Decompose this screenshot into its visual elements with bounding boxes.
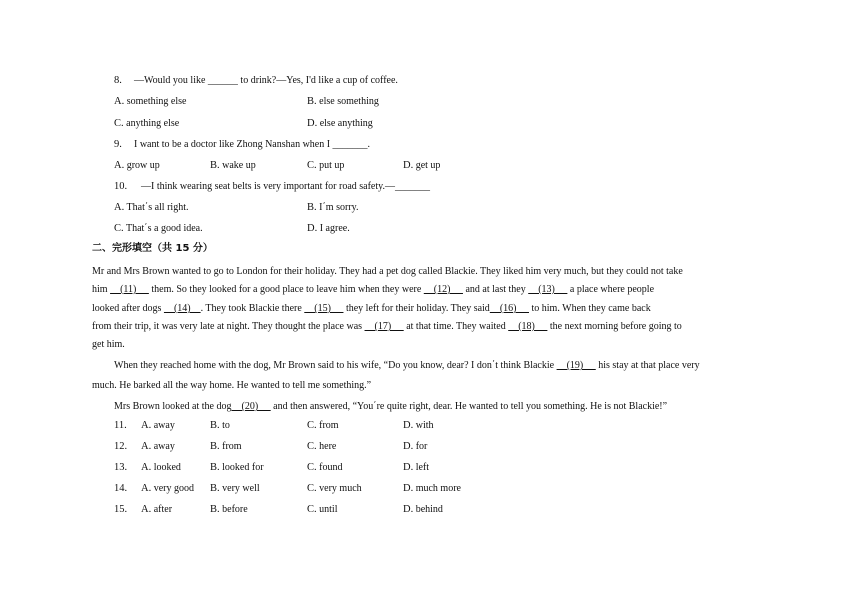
option-d: D. get up <box>403 160 441 171</box>
option-c: C. put up <box>307 160 345 171</box>
passage-line: Mr and Mrs Brown wanted to go to London for their holiday. They had a pet dog called Blackie. They liked him very much, but they could not take <box>92 266 683 277</box>
option-c: C. anything else <box>114 118 180 129</box>
option-b: B. looked for <box>210 462 264 473</box>
blank: (18) <box>508 321 548 332</box>
option-a: A. something else <box>114 96 187 107</box>
blank: (19) <box>556 360 596 371</box>
option-c: C. until <box>307 504 338 515</box>
option-b: B. from <box>210 441 242 452</box>
question-stem: —I think wearing seat belts is very important for road safety.—_______ <box>141 181 431 192</box>
passage-line: him (11) them. So they looked for a good place to leave him when they were (12) and at last they (13) a place where people <box>92 284 655 295</box>
option-d: D. much more <box>403 483 461 494</box>
question-number: 14. <box>114 483 128 494</box>
passage-line: get him. <box>92 339 125 350</box>
option-d: D. I agree. <box>307 223 350 234</box>
option-a: A. after <box>141 504 173 515</box>
option-b: B. else something <box>307 96 379 107</box>
option-c: C. found <box>307 462 343 473</box>
option-d: D. else anything <box>307 118 373 129</box>
question-number: 9. <box>114 139 122 150</box>
option-b: B. wake up <box>210 160 256 171</box>
question-number: 10. <box>114 181 128 192</box>
option-d: D. with <box>403 420 434 431</box>
blank: (13) <box>528 284 568 295</box>
option-a: A. looked <box>141 462 181 473</box>
blank: (11) <box>110 284 149 295</box>
question-number: 11. <box>114 420 127 431</box>
option-c: C. here <box>307 441 337 452</box>
option-b: B. I΄m sorry. <box>307 202 359 213</box>
option-a: A. grow up <box>114 160 160 171</box>
option-d: D. left <box>403 462 430 473</box>
option-a: A. away <box>141 441 175 452</box>
option-d: D. behind <box>403 504 443 515</box>
question-number: 12. <box>114 441 128 452</box>
blank: (20) <box>231 401 271 412</box>
section-title: 二、完形填空（共 15 分） <box>92 243 213 254</box>
option-b: B. before <box>210 504 248 515</box>
passage-line: from their trip, it was very late at night. They thought the place was (17) at that time. They waited (18) the next morning before going to <box>92 321 682 332</box>
option-b: B. to <box>210 420 230 431</box>
option-a: A. That΄s all right. <box>114 202 189 213</box>
option-a: A. very good <box>141 483 194 494</box>
passage-line: When they reached home with the dog, Mr Brown said to his wife, “Do you know, dear? I don΄t think Blackie (19) his stay at that place very <box>114 360 700 371</box>
question-number: 13. <box>114 462 128 473</box>
option-c: C. from <box>307 420 339 431</box>
blank: (14) <box>163 303 201 314</box>
question-stem: I want to be a doctor like Zhong Nanshan when I _______. <box>134 139 371 150</box>
blank: (12) <box>423 284 463 295</box>
blank: (16) <box>489 303 529 314</box>
option-c: C. very much <box>307 483 362 494</box>
question-stem: —Would you like ______ to drink?—Yes, I'd like a cup of coffee. <box>134 75 398 86</box>
option-b: B. very well <box>210 483 260 494</box>
question-number: 15. <box>114 504 128 515</box>
passage-line: looked after dogs (14) . They took Blackie there (15) they left for their holiday. They said (16) to him. When they came back <box>92 303 651 314</box>
passage-line: much. He barked all the way home. He wanted to tell me something.” <box>92 380 372 391</box>
blank: (15) <box>304 303 344 314</box>
option-a: A. away <box>141 420 175 431</box>
blank: (17) <box>364 321 404 332</box>
question-number: 8. <box>114 75 122 86</box>
option-c: C. That΄s a good idea. <box>114 223 203 234</box>
option-d: D. for <box>403 441 428 452</box>
passage-line: Mrs Brown looked at the dog (20) and then answered, “You΄re quite right, dear. He wanted to tell you something. He is not Blackie!” <box>114 401 668 412</box>
